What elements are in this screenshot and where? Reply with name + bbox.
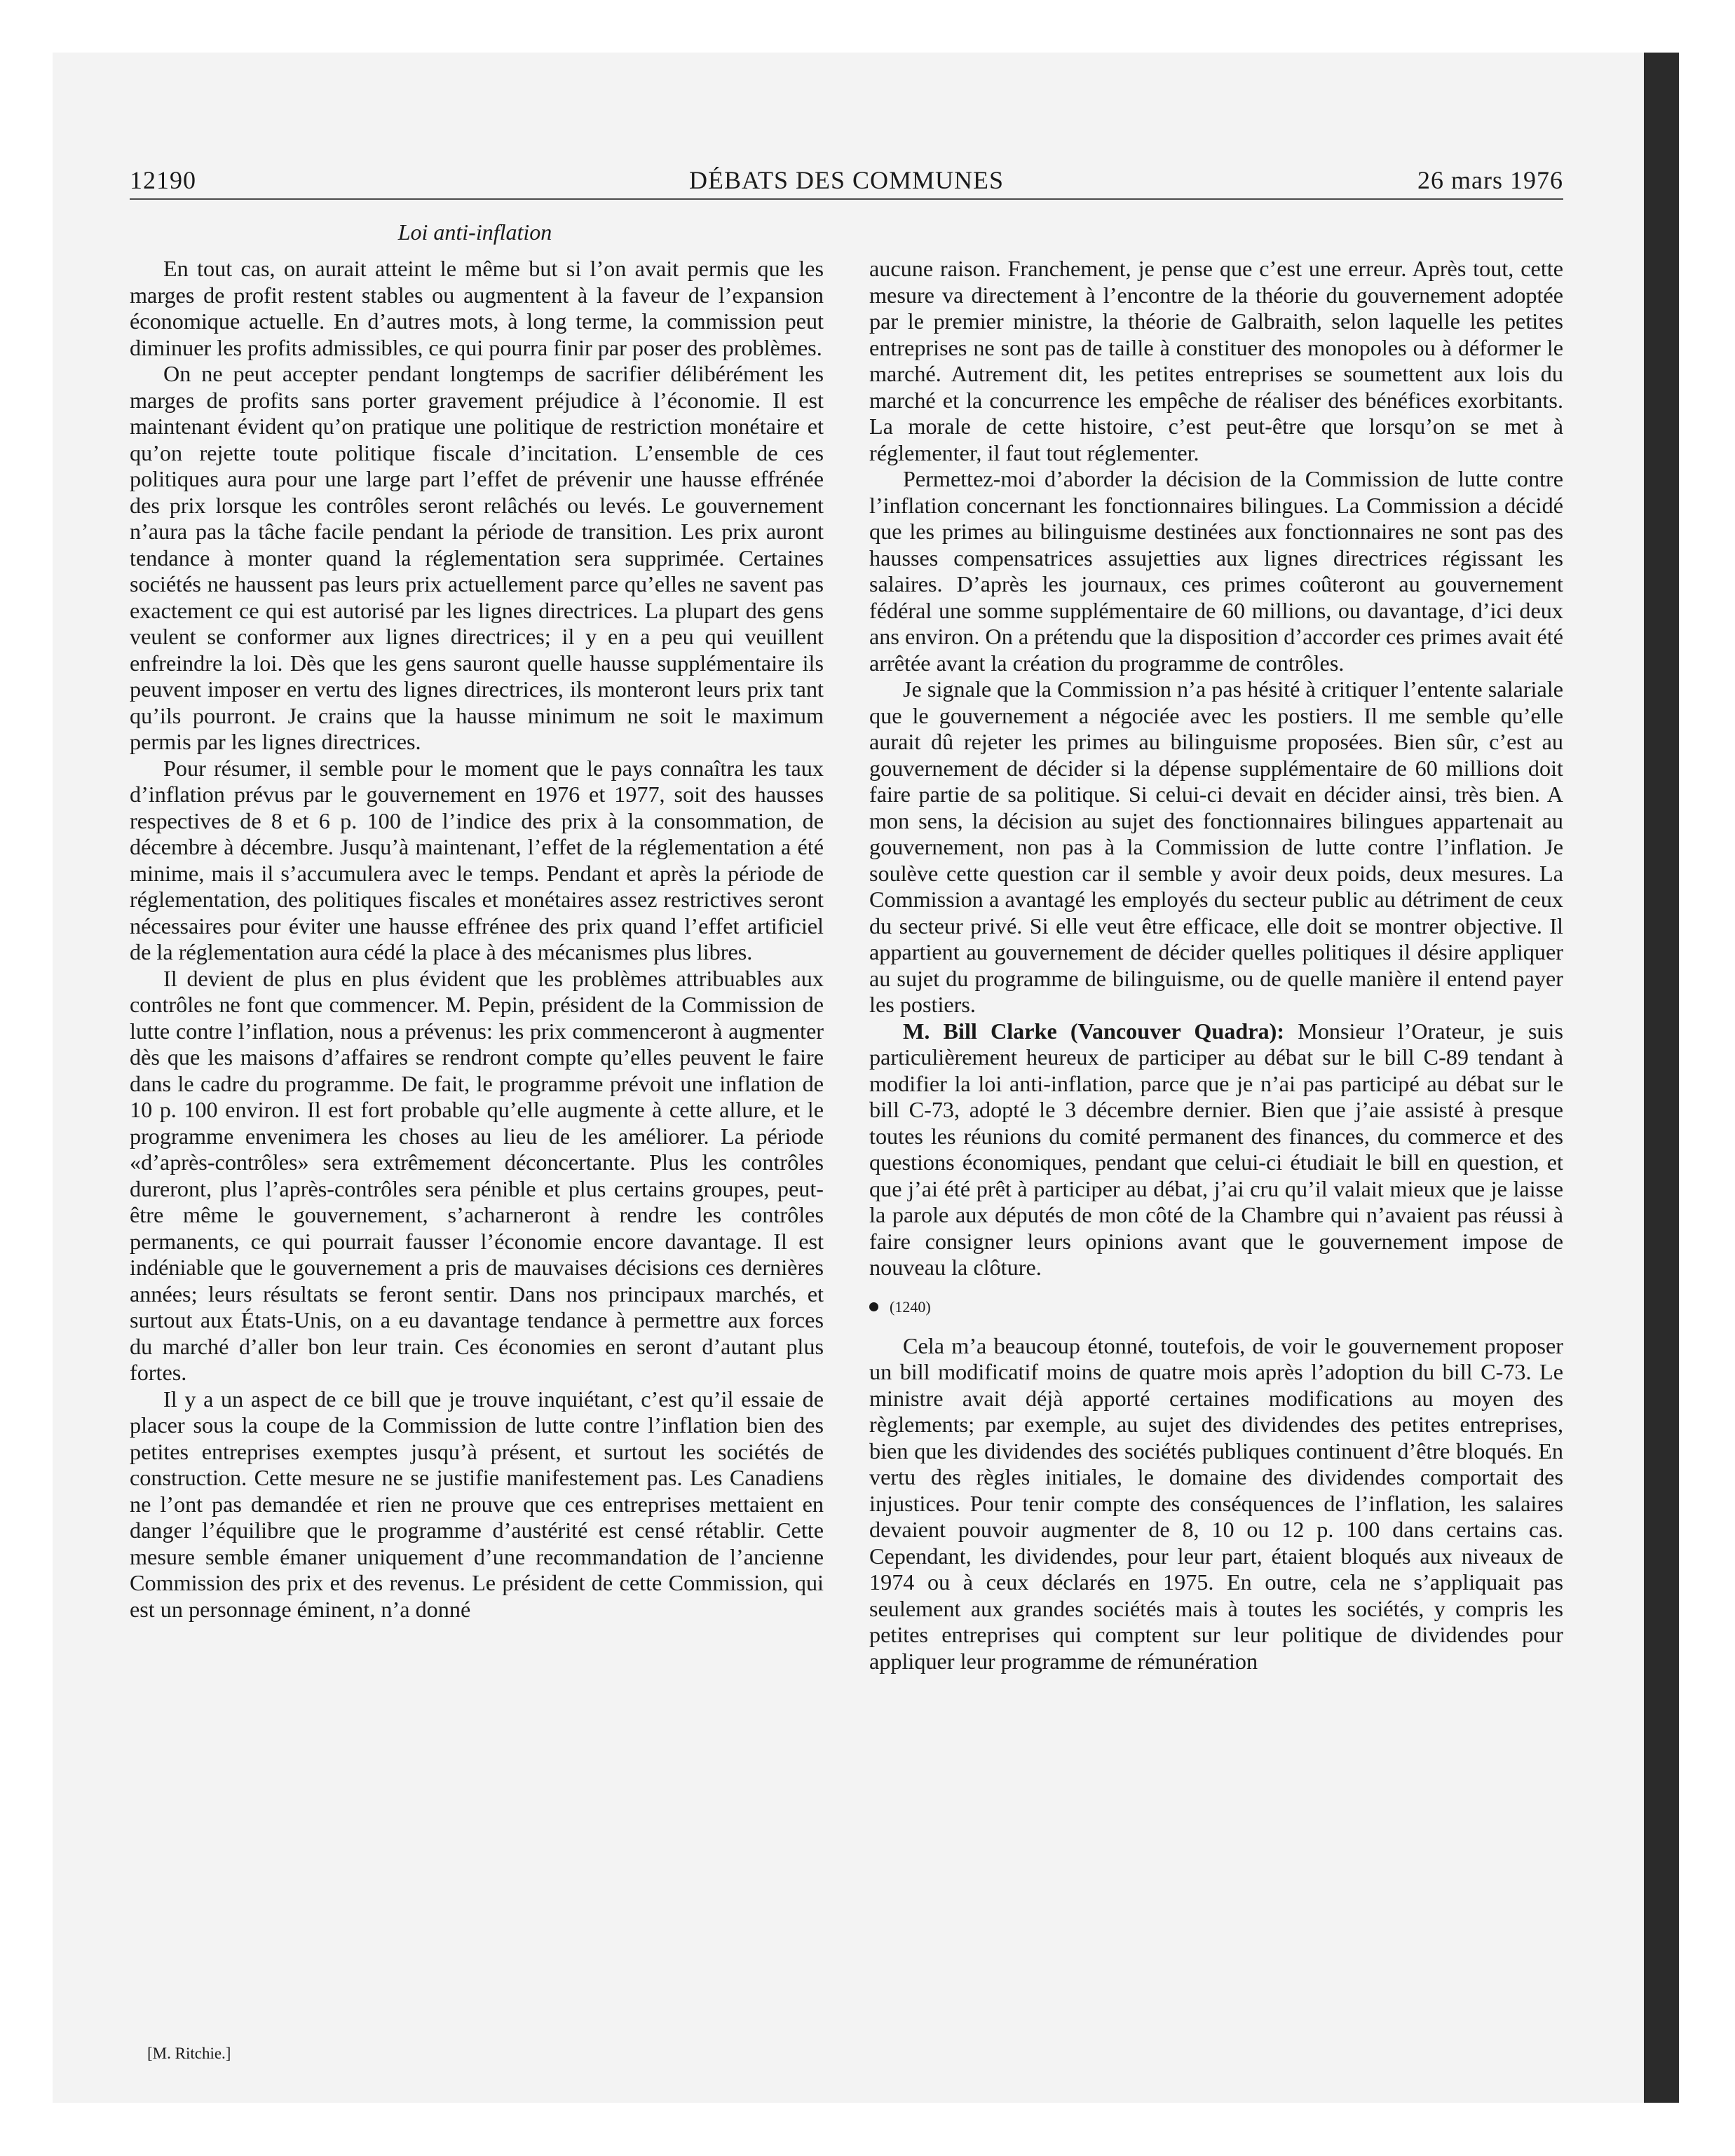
paragraph-continuation: aucune raison. Franchement, je pense que c’est une erreur. Après tout, cette mesure va directement à l’encontre de la théorie du gouvernement adoptée par le premier ministre, la théorie de Galbraith, selon laquelle les petites entreprises ne sont pas de taille à constituer des monopoles ou à déformer le marché. Autrement dit, les petites entreprises se soumettent aux lois du marché et la concurrence les empêche de réaliser des bénéfices exorbitants. La morale de cette histoire, c’est peut-être que lorsqu’on se met à réglementer, il faut tout réglementer. [869, 256, 1563, 465]
header-rule [130, 198, 1563, 200]
timestamp-text: (1240) [890, 1297, 931, 1316]
paragraph: Pour résumer, il semble pour le moment que le pays connaîtra les taux d’inflation prévus par le gouvernement en 1976 et 1977, soit des hausses respectives de 8 et 6 p. 100 de l’indice des prix à la consommation, de décembre à décembre. Jusqu’à maintenant, l’effet de la réglementation a été minime, mais il s’accumulera avec le temps. Pendant et après la période de réglementation, des politiques fiscales et monétaires assez restrictives seront nécessaires pour éviter une hausse effrénee des prix quand l’effet artificiel de la réglementation aura cédé la place à des mécanismes plus libres. [130, 755, 824, 964]
right-column [869, 256, 1563, 1674]
paragraph: En tout cas, on aurait atteint le même but si l’on avait permis que les marges de profit restent stables ou augmentent à la faveur de l’expansion économique actuelle. En d’autres mots, à long terme, la commission peut diminuer les profits admissibles, ce qui pourra finir par poser des problèmes. [130, 256, 824, 360]
speech-text: Monsieur l’Orateur, je suis particulièrement heureux de participer au débat sur le bill C-89 tendant à modifier la loi anti-inflation, parce que je n’ai pas participé au débat sur le bill C-73, adopté le 3 décembre dernier. Bien que j’aie assisté à presque toutes les réunions du comité permanent des finances, du commerce et des questions économiques, pendant que celui-ci étudiait le bill en question, et que j’ai été prêt à participer au débat, j’ai cru qu’il valait mieux que je laisse la parole aux députés de mon côté de la Chambre qui n’avaient pas réussi à faire consigner leurs opinions avant que le gouvernement impose de nouveau la clôture. [869, 1018, 1563, 1280]
page-number: 12190 [130, 166, 196, 194]
paragraph: Il devient de plus en plus évident que les problèmes attribuables aux contrôles ne font que commencer. M. Pepin, président de la Commission de lutte contre l’inflation, nous a prévenus: les prix commenceront à augmenter dès que les maisons d’affaires se rendront compte qu’elles peuvent le faire dans le cadre du programme. De fait, le programme prévoit une inflation de 10 p. 100 environ. Il est fort probable qu’elle augmente à cette allure, et le programme envenimera les choses au lieu de les améliorer. La période «d’après-contrôles» sera extrêmement déconcertante. Plus les contrôles dureront, plus l’après-contrôles sera pénible et plus certains groupes, peut-être même le gouvernement, s’acharneront à rendre les contrôles permanents, ce qui pourrait fausser l’économie encore davantage. Il est indéniable que le gouvernement a pris de mauvaises décisions ces dernières années; leurs résultats se feront sentir. Dans nos principaux marchés, et surtout aux États-Unis, on a eu davantage tendance à permettre aux forces du marché d’aller bon leur train. Ces économies en seront d’autant plus fortes. [130, 965, 824, 1385]
speech-paragraph [869, 1018, 1563, 1281]
left-column [130, 256, 824, 1623]
paragraph: Permettez-moi d’aborder la décision de la Commission de lutte contre l’inflation concernant les fonctionnaires bilingues. La Commission a décidé que les primes au bilinguisme destinées aux fonctionnaires ne sont pas des hausses compensatrices assujetties aux lignes directrices régissant les salaires. D’après les journaux, ces primes coûteront au gouvernement fédéral une somme supplémentaire de 60 millions, ou davantage, d’ici deux ans environ. On a prétendu que la disposition d’accorder ces primes avait été arrêtée avant la création du programme de contrôles. [869, 466, 1563, 676]
paragraph: Il y a un aspect de ce bill que je trouve inquiétant, c’est qu’il essaie de placer sous la coupe de la Commission de lutte contre l’inflation bien des petites entreprises exemptes jusqu’à présent, et surtout les sociétés de construction. Cette mesure ne se justifie manifestement pas. Les Canadiens ne l’ont pas demandée et rien ne prouve que ces entreprises mettaient en danger l’équilibre que le programme d’austérité est censé rétablir. Cette mesure semble émaner uniquement d’une recommandation de l’ancienne Commission des prix et des revenus. Le président de cette Commission, qui est un personnage éminent, n’a donné [130, 1386, 824, 1622]
running-title: Loi anti-inflation [397, 219, 552, 245]
binding-edge [1644, 53, 1679, 2103]
paragraph: Je signale que la Commission n’a pas hésité à critiquer l’entente salariale que le gouvernement a négociée avec les postiers. Il me semble qu’elle aurait dû rejeter les primes au bilinguisme proposées. Bien sûr, c’est au gouvernement de décider si la dépense supplémentaire de 60 millions doit faire partie de sa politique. Si celui-ci devait en décider ainsi, très bien. A mon sens, la décision au sujet des fonctionnaires bilingues appartenait au gouvernement, non pas à la Commission de lutte contre l’inflation. Je soulève cette question car il semble y avoir deux poids, deux mesures. La Commission a avantagé les employés du secteur public au détriment de ceux du secteur privé. Si elle veut être efficace, elle doit se montrer objective. Il appartient au gouvernement de décider quelles politiques il désire appliquer au sujet du programme de bilinguisme, ou de quelle manière il entend payer les postiers. [869, 676, 1563, 1017]
speaker-attribution: [M. Ritchie.] [147, 2045, 231, 2062]
paragraph: Cela m’a beaucoup étonné, toutefois, de voir le gouvernement proposer un bill modificatif moins de quatre mois après l’adoption du bill C-73. Le ministre avait déjà apporté certaines modifications au moyen des règlements; par exemple, au sujet des dividendes des petites entreprises, bien que les dividendes des sociétés publiques continuent d’être bloqués. En vertu des règles initiales, le domaine des dividendes comportait des injustices. Pour tenir compte des conséquences de l’inflation, les salaires devaient pouvoir augmenter de 8, 10 ou 12 p. 100 dans certains cas. Cependant, les dividendes, pour leur part, étaient bloqués aux niveaux de 1974 ou à ceux déclarés en 1975. En outre, cela ne s’appliquait pas seulement aux grandes sociétés mais à toutes les sociétés, y compris les petites entreprises qui comptent sur leur politique de dividendes pour appliquer leur programme de rémunération [869, 1332, 1563, 1674]
bullet-icon [869, 1302, 878, 1311]
timestamp-marker [869, 1297, 1563, 1318]
journal-title: DÉBATS DES COMMUNES [688, 166, 1005, 194]
paragraph: On ne peut accepter pendant longtemps de sacrifier délibérément les marges de profits sans porter gravement préjudice à l’économie. Il est maintenant évident qu’on pratique une politique de restriction monétaire et qu’on rejette toute politique fiscale d’incitation. L’ensemble de ces politiques aura pour une large part l’effet de prévenir une hausse effrénée des prix lorsque les contrôles seront relâchés ou levés. Le gouvernement n’aura pas la tâche facile pendant la période de transition. Les prix auront tendance à monter quand la réglementation sera supprimée. Certaines sociétés ne haussent pas leurs prix actuellement parce qu’elles ne savent pas exactement ce qui est autorisé par les lignes directrices. La plupart des gens veulent se conformer aux lignes directrices; il y en a peu qui veuillent enfreindre la loi. Dès que les gens sauront quelle hausse supplémentaire ils peuvent imposer en vertu des lignes directrices, ils monteront leurs prix tant qu’ils pourront. Je crains que la hausse minimum ne soit le maximum permis par les lignes directrices. [130, 361, 824, 754]
page-header [130, 165, 1563, 198]
speaker-name: M. Bill Clarke (Vancouver Quadra): [903, 1018, 1285, 1044]
issue-date: 26 mars 1976 [1417, 166, 1563, 194]
